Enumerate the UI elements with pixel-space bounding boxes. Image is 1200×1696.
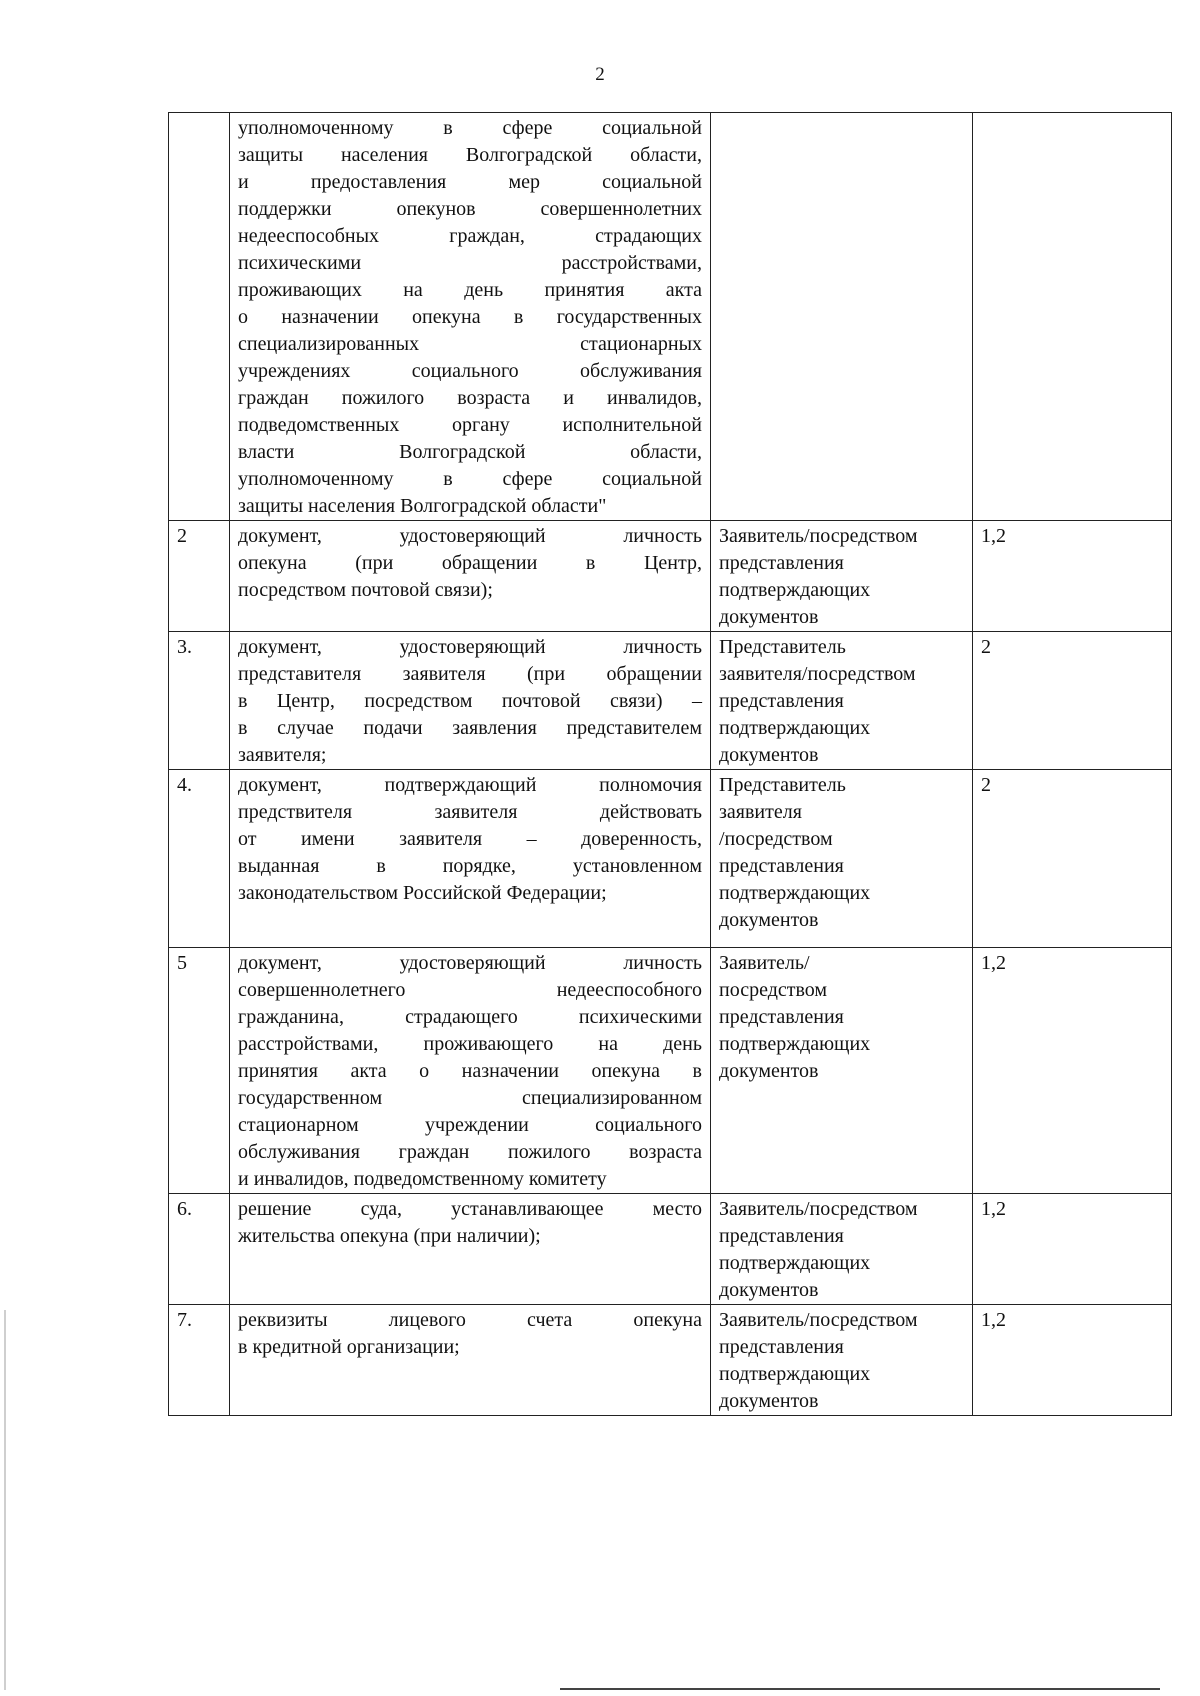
category-cell: 1,2 [973, 521, 1172, 632]
document-description-line: уполномоченному в сфере социальной [238, 117, 702, 139]
source-line: документов [719, 1279, 819, 1301]
source-line: подтверждающих [719, 1363, 871, 1385]
document-description-line: стационарном учреждении социального [238, 1114, 702, 1136]
document-description-line: власти Волгоградской области, [238, 441, 702, 463]
source-line: документов [719, 744, 819, 766]
document-description-cell [230, 632, 711, 770]
category-cell [973, 113, 1172, 521]
row-number-cell: 4. [169, 770, 230, 948]
document-description-line: предствителя заявителя действовать [238, 801, 702, 823]
document-description-cell [230, 948, 711, 1194]
source-line: Заявитель/ [719, 952, 810, 974]
source-line: документов [719, 1390, 819, 1412]
document-description-line: выданная в порядке, установленном [238, 855, 702, 877]
document-description-line: в Центр, посредством почтовой связи) – [238, 690, 702, 712]
document-description-line: законодательством Российской Федерации; [238, 882, 607, 904]
source-line: представления [719, 1336, 844, 1358]
document-description-cell [230, 1305, 711, 1416]
document-description-line: решение суда, устанавливающее место [238, 1198, 702, 1220]
source-line: представления [719, 690, 844, 712]
document-description-line: защиты населения Волгоградской области" [238, 495, 607, 517]
row-number-cell: 7. [169, 1305, 230, 1416]
document-description-line: гражданина, страдающего психическими [238, 1006, 702, 1028]
source-line: посредством [719, 979, 828, 1001]
document-description-line: о назначении опекуна в государственных [238, 306, 702, 328]
source-line: подтверждающих [719, 882, 871, 904]
document-description-line: в случае подачи заявления представителем [238, 717, 702, 739]
document-description-line: поддержки опекунов совершеннолетних [238, 198, 702, 220]
document-description-line: от имени заявителя – доверенность, [238, 828, 702, 850]
document-description-line: заявителя; [238, 744, 327, 766]
document-description-line: опекуна (при обращении в Центр, [238, 552, 702, 574]
source-line: представления [719, 1225, 844, 1247]
document-description-line: подведомственных органу исполнительной [238, 414, 702, 436]
category-cell: 1,2 [973, 948, 1172, 1194]
table-row [169, 521, 1172, 632]
document-description-line: учреждениях социального обслуживания [238, 360, 702, 382]
document-description-line: специализированных стационарных [238, 333, 702, 355]
source-cell [711, 770, 973, 948]
source-line: подтверждающих [719, 1252, 871, 1274]
document-description-line: граждан пожилого возраста и инвалидов, [238, 387, 702, 409]
page-number: 2 [595, 64, 605, 85]
table-row [169, 1194, 1172, 1305]
document-description-line: уполномоченному в сфере социальной [238, 468, 702, 490]
document-description-line: документ, удостоверяющий личность [238, 952, 702, 974]
table-row [169, 632, 1172, 770]
document-description-line: жительства опекуна (при наличии); [238, 1225, 541, 1247]
document-description-line: и предоставления мер социальной [238, 171, 702, 193]
source-cell [711, 113, 973, 521]
category-cell: 1,2 [973, 1305, 1172, 1416]
category-cell: 2 [973, 770, 1172, 948]
document-description-line: обслуживания граждан пожилого возраста [238, 1141, 702, 1163]
source-line: Заявитель/посредством [719, 1309, 918, 1331]
source-line: представления [719, 552, 844, 574]
source-line: заявителя [719, 801, 802, 823]
document-description-line: в кредитной организации; [238, 1336, 460, 1358]
document-description-cell [230, 521, 711, 632]
source-line: документов [719, 1060, 819, 1082]
source-line: подтверждающих [719, 1033, 871, 1055]
document-description-cell [230, 770, 711, 948]
category-cell: 2 [973, 632, 1172, 770]
document-description-line: посредством почтовой связи); [238, 579, 493, 601]
source-line: документов [719, 909, 819, 931]
source-line: Заявитель/посредством [719, 525, 918, 547]
document-description-cell [230, 113, 711, 521]
source-line: Представитель [719, 636, 846, 658]
source-line: подтверждающих [719, 717, 871, 739]
table-row [169, 770, 1172, 948]
source-cell [711, 521, 973, 632]
document-description-line: государственном специализированном [238, 1087, 702, 1109]
documents-table-body [169, 113, 1172, 1416]
row-number-cell: 6. [169, 1194, 230, 1305]
source-cell [711, 1194, 973, 1305]
source-line: подтверждающих [719, 579, 871, 601]
table-row [169, 948, 1172, 1194]
scan-artifact-left [4, 1310, 6, 1690]
documents-table [168, 112, 1172, 1416]
source-cell [711, 1305, 973, 1416]
document-description-line: расстройствами, проживающего на день [238, 1033, 702, 1055]
document-description-line: совершеннолетнего недееспособного [238, 979, 702, 1001]
document-description-line: психическими расстройствами, [238, 252, 702, 274]
document-description-line: представителя заявителя (при обращении [238, 663, 702, 685]
source-line: Представитель [719, 774, 846, 796]
source-line: представления [719, 1006, 844, 1028]
document-description-line: и инвалидов, подведомственному комитету [238, 1168, 607, 1190]
row-number-cell: 2 [169, 521, 230, 632]
source-cell [711, 632, 973, 770]
source-line: документов [719, 606, 819, 628]
document-description-line: проживающих на день принятия акта [238, 279, 702, 301]
source-line: Заявитель/посредством [719, 1198, 918, 1220]
source-line: /посредством [719, 828, 833, 850]
source-line: представления [719, 855, 844, 877]
scan-artifact-bottom [560, 1688, 1160, 1690]
document-description-line: защиты населения Волгоградской области, [238, 144, 702, 166]
table-row [169, 1305, 1172, 1416]
category-cell: 1,2 [973, 1194, 1172, 1305]
row-number-cell [169, 113, 230, 521]
document-description-line: документ, удостоверяющий личность [238, 525, 702, 547]
document-description-line: реквизиты лицевого счета опекуна [238, 1309, 702, 1331]
row-number-cell: 3. [169, 632, 230, 770]
source-line: заявителя/посредством [719, 663, 916, 685]
document-description-line: недееспособных граждан, страдающих [238, 225, 702, 247]
row-number-cell: 5 [169, 948, 230, 1194]
document-description-line: документ, удостоверяющий личность [238, 636, 702, 658]
document-description-line: документ, подтверждающий полномочия [238, 774, 702, 796]
source-cell [711, 948, 973, 1194]
document-description-cell [230, 1194, 711, 1305]
document-description-line: принятия акта о назначении опекуна в [238, 1060, 702, 1082]
table-row [169, 113, 1172, 521]
